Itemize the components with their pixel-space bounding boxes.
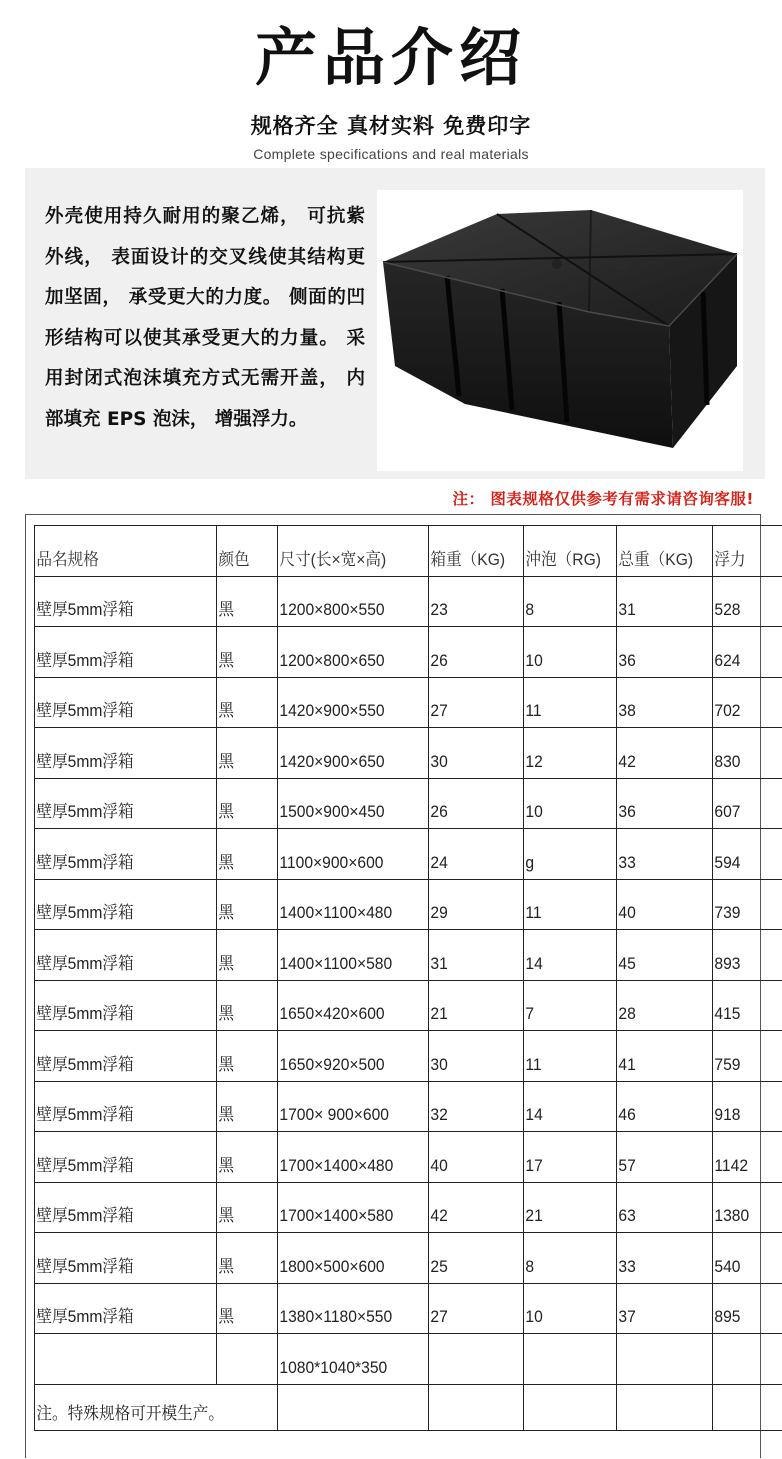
table-cell: 8: [524, 576, 610, 627]
table-cell: 1420×900×550: [278, 677, 417, 728]
table-cell: 24: [429, 829, 516, 880]
table-cell: 36: [617, 778, 705, 829]
table-cell: 壁厚5mm浮箱: [35, 1132, 202, 1183]
table-row: [35, 1182, 782, 1233]
table-row: [35, 980, 782, 1031]
header-cell: 颜色: [217, 526, 273, 577]
header-cell: 沖泡（RG): [524, 526, 610, 577]
table-row: [35, 728, 782, 779]
table-cell: 黑: [217, 1031, 273, 1082]
table-cell: 黑: [217, 879, 273, 930]
table-cell: 1650×920×500: [278, 1031, 417, 1082]
table-cell: 10: [524, 778, 610, 829]
table-cell: 17: [524, 1132, 610, 1183]
table-cell: 1380: [713, 1182, 779, 1233]
table-cell: 1700× 900×600: [278, 1081, 417, 1132]
table-cell: [617, 1334, 705, 1385]
table-cell: 8: [524, 1233, 610, 1284]
header-cell: 总重（KG): [617, 526, 705, 577]
table-cell: 40: [617, 879, 705, 930]
table-cell: 黑: [217, 677, 273, 728]
table-cell: 壁厚5mm浮箱: [35, 627, 202, 678]
page-subtitle-english: Complete specifications and real materials: [253, 146, 529, 162]
table-row: [35, 778, 782, 829]
table-cell: 黑: [217, 1081, 273, 1132]
table-cell: 黑: [217, 930, 273, 981]
spec-note: 注： 图表规格仅供参考有需求请咨询客服!: [452, 490, 754, 508]
table-cell: 594: [713, 829, 779, 880]
header-cell: 尺寸(长×宽×高): [278, 526, 417, 577]
table-cell: 25: [429, 1233, 516, 1284]
table-cell: 23: [429, 576, 516, 627]
table-row: [35, 677, 782, 728]
table-row: [35, 1283, 782, 1334]
table-row: [35, 1334, 782, 1385]
table-cell: [524, 1334, 610, 1385]
table-cell: 1142: [713, 1132, 779, 1183]
table-cell: 7: [524, 980, 610, 1031]
table-cell: 壁厚5mm浮箱: [35, 829, 202, 880]
table-cell: 41: [617, 1031, 705, 1082]
table-cell: [429, 1334, 516, 1385]
table-cell: 37: [617, 1283, 705, 1334]
table-cell: 黑: [217, 728, 273, 779]
table-cell: 29: [429, 879, 516, 930]
empty-cell: [278, 1384, 417, 1430]
table-cell: 607: [713, 778, 779, 829]
table-cell: 759: [713, 1031, 779, 1082]
table-cell: 540: [713, 1233, 779, 1284]
table-cell: 31: [617, 576, 705, 627]
table-cell: 11: [524, 879, 610, 930]
header-cell: 品名规格: [35, 526, 202, 577]
table-cell: 1080*1040*350: [278, 1334, 417, 1385]
table-cell: 黑: [217, 627, 273, 678]
table-cell: 42: [617, 728, 705, 779]
table-cell: 壁厚5mm浮箱: [35, 930, 202, 981]
spec-table: [25, 514, 761, 1458]
table-row: [35, 627, 782, 678]
table-cell: 33: [617, 829, 705, 880]
table-cell: 21: [429, 980, 516, 1031]
empty-cell: [429, 1384, 516, 1430]
table-footnote-row: [35, 1384, 782, 1430]
table-cell: 12: [524, 728, 610, 779]
table-row: [35, 576, 782, 627]
table-cell: 30: [429, 1031, 516, 1082]
table-cell: 壁厚5mm浮箱: [35, 879, 202, 930]
table-header-row: [35, 526, 782, 577]
table-cell: 黑: [217, 576, 273, 627]
table-footnote: 注。特殊规格可开模生产。: [35, 1384, 259, 1430]
empty-cell: [713, 1384, 779, 1430]
table-cell: 壁厚5mm浮箱: [35, 980, 202, 1031]
table-cell: 40: [429, 1132, 516, 1183]
table-cell: 830: [713, 728, 779, 779]
table-cell: 壁厚5mm浮箱: [35, 1081, 202, 1132]
table-cell: 壁厚5mm浮箱: [35, 677, 202, 728]
table-cell: 1650×420×600: [278, 980, 417, 1031]
table-row: [35, 1081, 782, 1132]
table-cell: 57: [617, 1132, 705, 1183]
table-row: [35, 1132, 782, 1183]
table-cell: 10: [524, 627, 610, 678]
float-box-icon: [377, 190, 743, 471]
header-cell: 浮力: [713, 526, 779, 577]
page-title: 产品介绍: [254, 21, 527, 94]
table-cell: 893: [713, 930, 779, 981]
table-cell: 黑: [217, 778, 273, 829]
table-cell: 1400×1100×580: [278, 930, 417, 981]
table-cell: 10: [524, 1283, 610, 1334]
table-cell: 11: [524, 1031, 610, 1082]
table-cell: [35, 1334, 202, 1385]
table-cell: 1200×800×550: [278, 576, 417, 627]
empty-cell: [524, 1384, 610, 1430]
table-cell: 415: [713, 980, 779, 1031]
table-cell: 63: [617, 1182, 705, 1233]
table-cell: 33: [617, 1233, 705, 1284]
intro-description: 外壳使用持久耐用的聚乙烯， 可抗紫外线， 表面设计的交叉线使其结构更加坚固， 承受更大的力度。 侧面的凹形结构可以使其承受更大的力量。 采用封闭式泡沫填充方式无需开盖， 内部填充 EPS 泡沫， 增强浮力。: [45, 206, 365, 430]
table-cell: 1100×900×600: [278, 829, 417, 880]
table-cell: 1700×1400×480: [278, 1132, 417, 1183]
table-row: [35, 930, 782, 981]
table-cell: 壁厚5mm浮箱: [35, 1182, 202, 1233]
table-cell: 36: [617, 627, 705, 678]
table-cell: 28: [617, 980, 705, 1031]
table-cell: 528: [713, 576, 779, 627]
table-cell: 14: [524, 1081, 610, 1132]
header-cell: 箱重（KG): [429, 526, 516, 577]
table-row: [35, 829, 782, 880]
table-cell: 27: [429, 677, 516, 728]
table-cell: 黑: [217, 829, 273, 880]
table-cell: 1380×1180×550: [278, 1283, 417, 1334]
table-row: [35, 1031, 782, 1082]
table-cell: 1420×900×650: [278, 728, 417, 779]
table-cell: 31: [429, 930, 516, 981]
table-cell: 黑: [217, 1233, 273, 1284]
table-cell: 45: [617, 930, 705, 981]
table-cell: 11: [524, 677, 610, 728]
table-cell: [217, 1334, 273, 1385]
table-cell: 黑: [217, 1283, 273, 1334]
table-cell: 壁厚5mm浮箱: [35, 1031, 202, 1082]
table-row: [35, 879, 782, 930]
table-cell: 895: [713, 1283, 779, 1334]
table-cell: 黑: [217, 980, 273, 1031]
empty-cell: [617, 1384, 705, 1430]
page-subtitle: 规格齐全 真材实料 免费印字: [250, 114, 532, 138]
table-cell: 26: [429, 778, 516, 829]
product-photo: [377, 190, 743, 471]
table-cell: 918: [713, 1081, 779, 1132]
table-cell: 26: [429, 627, 516, 678]
table-cell: 27: [429, 1283, 516, 1334]
table-cell: 21: [524, 1182, 610, 1233]
table-cell: 黑: [217, 1132, 273, 1183]
table-cell: 624: [713, 627, 779, 678]
table-cell: 1500×900×450: [278, 778, 417, 829]
table-cell: 壁厚5mm浮箱: [35, 1233, 202, 1284]
table-cell: 46: [617, 1081, 705, 1132]
table-cell: 黑: [217, 1182, 273, 1233]
table-cell: 739: [713, 879, 779, 930]
table-cell: [713, 1334, 779, 1385]
table-cell: 1400×1100×480: [278, 879, 417, 930]
table-cell: 32: [429, 1081, 516, 1132]
table-cell: 702: [713, 677, 779, 728]
table-cell: 38: [617, 677, 705, 728]
table-cell: 1800×500×600: [278, 1233, 417, 1284]
table-cell: 壁厚5mm浮箱: [35, 576, 202, 627]
table-cell: 14: [524, 930, 610, 981]
table-cell: 1700×1400×580: [278, 1182, 417, 1233]
table-cell: 壁厚5mm浮箱: [35, 1283, 202, 1334]
table-cell: 30: [429, 728, 516, 779]
table-cell: 1200×800×650: [278, 627, 417, 678]
table-cell: g: [524, 829, 610, 880]
table-cell: 42: [429, 1182, 516, 1233]
table-row: [35, 1233, 782, 1284]
table-cell: 壁厚5mm浮箱: [35, 728, 202, 779]
table-cell: 壁厚5mm浮箱: [35, 778, 202, 829]
